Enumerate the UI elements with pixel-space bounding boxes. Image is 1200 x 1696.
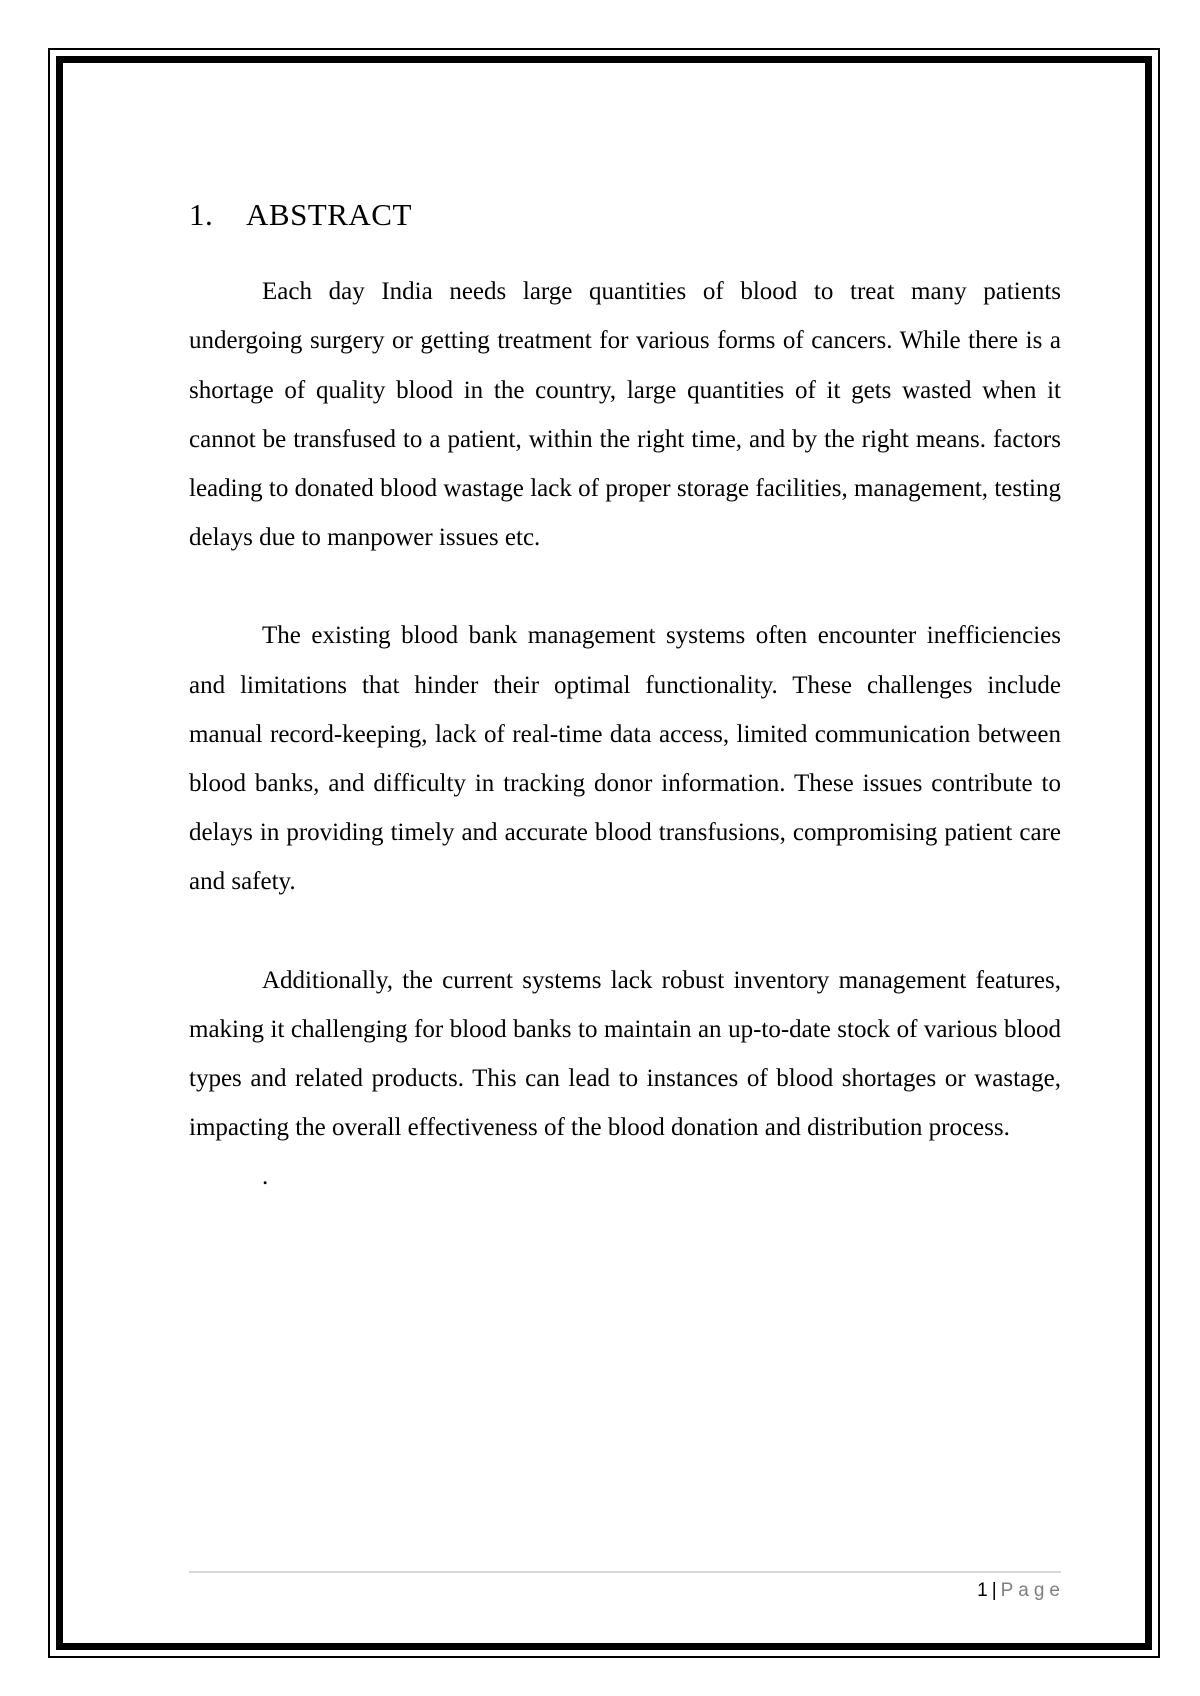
- abstract-paragraph-1: Each day India needs large quantities of blood to treat many patients undergoing surgery or getting treatment for various forms of cancers. While there is a shortage of quality blood in the country, large quantities of it gets wasted when it cannot be transfused to a patient, within the right time, and by the right means. factors leading to donated blood wastage lack of proper storage facilities, management, testing delays due to manpower issues etc.: [189, 278, 1061, 552]
- page-number: 1: [977, 1580, 988, 1601]
- abstract-paragraph-2: The existing blood bank management systems often encounter inefficiencies and limitations that hinder their optimal functionality. These challenges include manual record-keeping, lack of real-time data access, limited communication between blood banks, and difficulty in tracking donor information. These issues contribute to delays in providing timely and accurate blood transfusions, compromising patient care and safety.: [189, 622, 1061, 896]
- page-footer: [977, 1580, 1065, 1602]
- footer-separator: |: [991, 1580, 997, 1601]
- abstract-paragraph-3: Additionally, the current systems lack robust inventory management features, making it challenging for blood banks to maintain an up-to-date stock of various blood types and related products. This can lead to instances of blood shortages or wastage, impacting the overall effectiveness of the blood donation and distribution process.: [189, 966, 1061, 1142]
- section-heading: [189, 196, 1061, 233]
- trailing-mark: .: [262, 1163, 269, 1191]
- page-label: Page: [1000, 1580, 1065, 1601]
- document-body: [189, 196, 1061, 1201]
- footer-divider: [189, 1571, 1061, 1573]
- section-title: ABSTRACT: [246, 197, 412, 232]
- section-number: 1.: [189, 197, 214, 232]
